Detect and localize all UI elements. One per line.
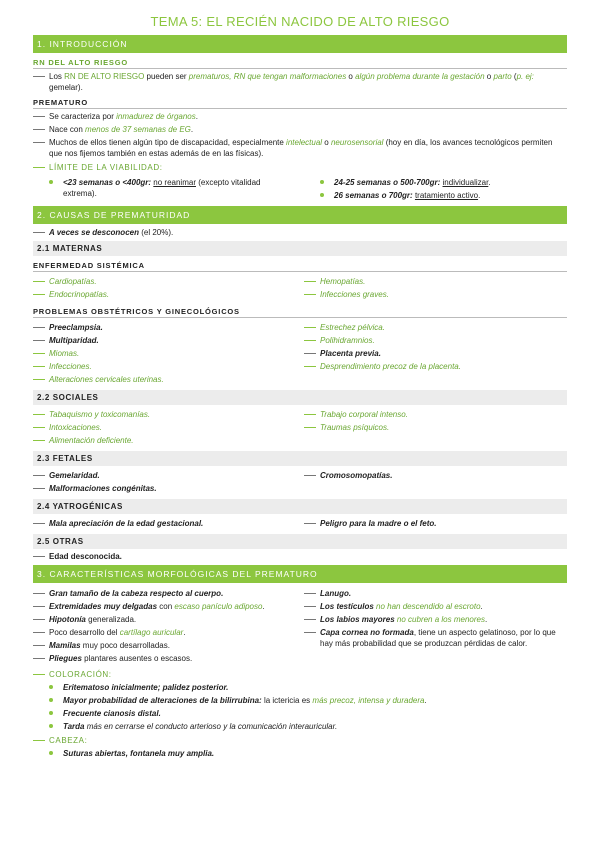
text: . — [183, 628, 186, 637]
text: Peligro para la madre o el feto. — [320, 519, 437, 528]
coloracion-item — [33, 682, 567, 693]
text: no cubren a los menores — [394, 615, 485, 624]
text: Capa cornea no formada — [320, 628, 414, 637]
page-title: TEMA 5: EL RECIÉN NACIDO DE ALTO RIESGO — [150, 14, 450, 29]
text: , tiene un aspecto gelatinoso, por lo que hay más probabilidad que se produzcan pérdidas de calor. — [320, 628, 556, 648]
text: ENFERMEDAD SISTÉMICA — [33, 261, 145, 270]
list-item — [33, 361, 296, 372]
text: (el 20%). — [138, 228, 174, 237]
prematuro-item — [33, 124, 567, 135]
text: Alimentación deficiente. — [49, 436, 134, 445]
list-item — [304, 601, 567, 612]
text: con — [157, 602, 175, 611]
text: Gemelaridad. — [49, 471, 100, 480]
text: p. ej: — [516, 72, 534, 81]
list-item — [304, 614, 567, 625]
text: . — [484, 615, 488, 624]
text: individualizar — [442, 178, 489, 187]
coloracion-item — [33, 721, 567, 732]
text: cartílago auricular — [119, 628, 184, 637]
text: no han descendido al escroto — [373, 602, 481, 611]
text: (excepto vitalidad extrema). — [63, 178, 261, 198]
list-item — [33, 640, 296, 651]
text: prematuros, RN que tengan malformaciones — [188, 72, 347, 81]
text: Se caracteriza por — [49, 112, 117, 121]
text: no reanimar — [153, 178, 196, 187]
list-item — [33, 276, 296, 287]
text: . — [478, 191, 481, 200]
prematuro-item — [33, 137, 567, 159]
list-item — [304, 335, 567, 346]
text: <23 semanas o <400gr: — [63, 178, 152, 187]
text: Extremidades muy delgadas — [49, 602, 158, 611]
text: parto — [493, 72, 512, 81]
yatrogenicas-header: 2.4 YATROGÉNICAS — [33, 499, 567, 514]
problemas-list — [33, 320, 567, 387]
text: Mamilas — [49, 641, 81, 650]
rn-alto-riesgo-heading-text: RN DEL ALTO RIESGO — [33, 58, 128, 67]
list-item — [33, 470, 296, 481]
list-item — [304, 276, 567, 287]
list-item — [304, 470, 567, 481]
list-item — [33, 322, 296, 333]
text: . — [488, 178, 491, 187]
list-item — [304, 322, 567, 333]
caracteristicas-list — [33, 586, 567, 666]
text: PROBLEMAS OBSTÉTRICOS Y GINECOLÓGICOS — [33, 307, 240, 316]
text: Cardiopatías. — [49, 277, 97, 286]
rn-definition — [33, 71, 567, 93]
sociales-list — [33, 407, 567, 448]
text: neurosensorial — [330, 138, 384, 147]
list-item — [33, 374, 296, 385]
text: Endocrinopatías. — [49, 290, 110, 299]
text: . — [480, 602, 483, 611]
text: escaso panículo adiposo — [174, 602, 263, 611]
text: . — [262, 602, 265, 611]
text: más precoz, intensa y duradera — [312, 696, 425, 705]
viabilidad-item — [304, 190, 567, 201]
section-causas-header: 2. CAUSAS DE PREMATURIDAD — [33, 206, 567, 224]
text: o — [346, 72, 356, 81]
list-item — [304, 518, 567, 529]
text: o — [484, 72, 494, 81]
text: Miomas. — [49, 349, 80, 358]
list-item — [33, 289, 296, 300]
text: tratamiento activo — [414, 191, 479, 200]
list-item — [304, 627, 567, 649]
text: Tarda — [63, 722, 85, 731]
text: muy poco desarrolladas. — [80, 641, 170, 650]
text: Malformaciones congénitas. — [49, 484, 157, 493]
text: o — [322, 138, 331, 147]
text: (hoy en día, los avances tecnológicos permiten que nos fijemos también en estas además de en las físicas). — [49, 138, 553, 158]
text: ( — [511, 72, 517, 81]
text: Tabaquismo y toxicomanías. — [49, 410, 151, 419]
text: . — [195, 112, 198, 121]
prematuro-heading — [33, 96, 567, 109]
text: . — [190, 125, 194, 134]
text: Infecciones graves. — [320, 290, 389, 299]
list-item — [33, 653, 296, 664]
list-item — [304, 289, 567, 300]
text: plantares ausentes o escasos. — [81, 654, 193, 663]
limite-viabilidad-heading: LÍMITE DE LA VIABILIDAD: — [33, 162, 567, 173]
text: Los labios mayores — [320, 615, 395, 624]
text: 24-25 semanas o 500-700gr: — [334, 178, 443, 187]
text: Placenta previa. — [320, 349, 381, 358]
list-item — [33, 588, 296, 599]
text: Preeclampsia. — [49, 323, 103, 332]
enfermedad-list — [33, 274, 567, 302]
section-introduccion-header: 1. INTRODUCCIÓN — [33, 35, 567, 53]
text: Lanugo. — [320, 589, 352, 598]
viabilidad-list — [33, 175, 567, 203]
otras-header: 2.5 OTRAS — [33, 534, 567, 549]
causa-desconocida — [33, 227, 567, 238]
text: Traumas psíquicos. — [320, 423, 390, 432]
text: inmadurez de órganos — [116, 112, 196, 121]
text: Hipotonía — [49, 615, 86, 624]
text: generalizada. — [85, 615, 137, 624]
text: la ictericia es — [261, 696, 313, 705]
text: Edad desconocida. — [49, 552, 122, 561]
list-item — [33, 435, 296, 446]
list-item — [304, 422, 567, 433]
cabeza-heading: CABEZA: — [33, 735, 567, 746]
text: Multiparidad. — [49, 336, 99, 345]
text: Desprendimiento precoz de la placenta. — [320, 362, 461, 371]
text: 26 semanas o 700gr: — [334, 191, 415, 200]
text: gemelar). — [49, 83, 83, 92]
text: Eritematoso inicialmente; palidez posterior. — [63, 683, 229, 692]
text: Mayor probabilidad de alteraciones de la bilirrubina: — [63, 696, 262, 705]
list-item — [33, 409, 296, 420]
viabilidad-item — [33, 177, 296, 199]
maternas-header: 2.1 MATERNAS — [33, 241, 567, 256]
list-item — [33, 335, 296, 346]
text: Los testículos — [320, 602, 374, 611]
list-item — [33, 348, 296, 359]
list-item — [33, 422, 296, 433]
prematuro-heading-text: PREMATURO — [33, 98, 88, 107]
list-item — [304, 348, 567, 359]
text: Poco desarrollo del — [49, 628, 120, 637]
text: menos de 37 semanas de EG — [85, 125, 191, 134]
coloracion-item — [33, 695, 567, 706]
list-item — [33, 627, 296, 638]
viabilidad-item — [304, 177, 567, 188]
fetales-list — [33, 468, 567, 496]
text: intelectual — [286, 138, 323, 147]
text: Gran tamaño de la cabeza respecto al cuerpo. — [49, 589, 224, 598]
text: Hemopatías. — [320, 277, 366, 286]
text: Infecciones. — [49, 362, 92, 371]
text: Trabajo corporal intenso. — [320, 410, 408, 419]
text: Intoxicaciones. — [49, 423, 102, 432]
list-item — [304, 361, 567, 372]
text: Pliegues — [49, 654, 82, 663]
text: Mala apreciación de la edad gestacional. — [49, 519, 204, 528]
sociales-header: 2.2 SOCIALES — [33, 390, 567, 405]
text: más en cerrarse el conducto arterioso y la comunicación interauricular. — [84, 722, 338, 731]
rn-alto-riesgo-heading — [33, 56, 567, 69]
fetales-header: 2.3 FETALES — [33, 451, 567, 466]
prematuro-item — [33, 111, 567, 122]
list-item — [304, 588, 567, 599]
text: pueden ser — [144, 72, 189, 81]
list-item — [33, 601, 296, 612]
text: Nace con — [49, 125, 86, 134]
list-item — [33, 483, 296, 494]
section-caracteristicas-header: 3. CARACTERÍSTICAS MORFOLÓGICAS DEL PREMATURO — [33, 565, 567, 583]
text: algún problema durante la gestación — [355, 72, 485, 81]
text: Estrechez pélvica. — [320, 323, 385, 332]
text: Frecuente cianosis distal. — [63, 709, 161, 718]
text: Suturas abiertas, fontanela muy amplia. — [63, 749, 215, 758]
list-item — [33, 551, 567, 562]
enfermedad-sistemica-heading — [33, 259, 567, 272]
text: RN DE ALTO RIESGO — [64, 72, 145, 81]
text: . — [424, 696, 427, 705]
cabeza-item — [33, 748, 567, 759]
coloracion-heading: COLORACIÓN: — [33, 669, 567, 680]
problemas-obstetricos-heading — [33, 305, 567, 318]
text: Los — [49, 72, 65, 81]
text: Cromosomopatías. — [320, 471, 393, 480]
yatrogenicas-list — [33, 516, 567, 531]
text: A veces se desconocen — [49, 228, 139, 237]
list-item — [33, 518, 296, 529]
list-item — [33, 614, 296, 625]
coloracion-item — [33, 708, 567, 719]
text: Muchos de ellos tienen algún tipo de discapacidad, especialmente — [49, 138, 287, 147]
text: Alteraciones cervicales uterinas. — [49, 375, 164, 384]
text: Polihidramnios. — [320, 336, 375, 345]
list-item — [304, 409, 567, 420]
